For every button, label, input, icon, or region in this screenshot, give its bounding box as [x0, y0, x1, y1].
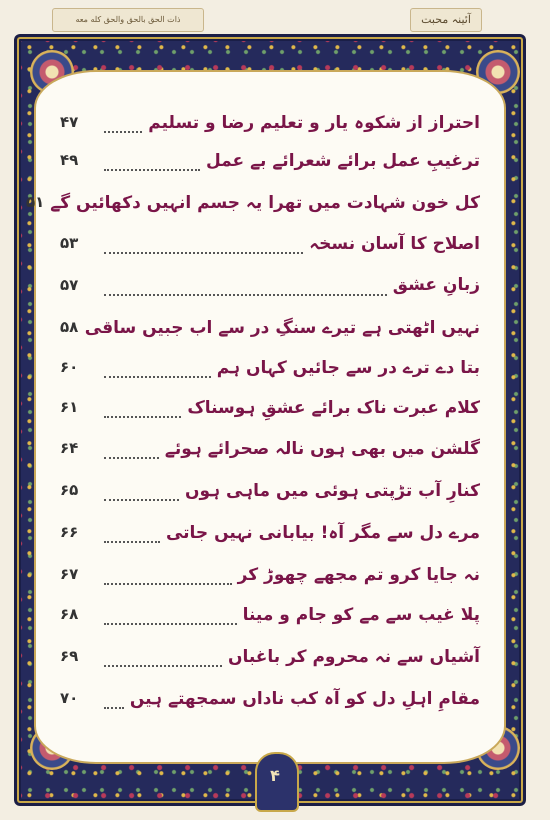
toc-entry-title: گلشن میں بھی ہوں نالہ صحرائے ہوئے	[164, 438, 480, 459]
toc-entry	[60, 393, 480, 421]
leader-dots	[104, 362, 211, 378]
toc-entry	[60, 271, 480, 299]
toc-entry-page: ۵۳	[60, 234, 79, 252]
leader-dots	[104, 609, 237, 625]
toc-entry-title: مقامِ اہلِ دل کو آہ کب ناداں سمجھتے ہیں	[129, 688, 480, 709]
toc-entry-title: کنارِ آب تڑپتی ہوئی میں ماہی ہوں	[184, 480, 480, 501]
leader-dots	[104, 485, 179, 501]
toc-entry-title: بتا دے ترے در سے جائیں کہاں ہم	[216, 357, 480, 378]
toc-entry	[60, 476, 480, 504]
leader-dots	[104, 117, 142, 133]
running-header-book-title: آئینہ محبت	[410, 8, 482, 32]
toc-entry-title: کل خون شہادت میں تھرا یہ جسم انہیں دکھائیں گے	[50, 192, 480, 213]
toc-entry	[60, 434, 480, 462]
toc-entry	[60, 518, 480, 546]
toc-entry	[25, 188, 480, 216]
toc-entry-page: ۶۰	[60, 358, 79, 376]
toc-entry-page: ۵۷	[60, 276, 79, 294]
leader-dots	[104, 569, 232, 585]
leader-dots	[104, 693, 124, 709]
toc-entry-page: ۵۱	[25, 193, 45, 211]
leader-dots	[104, 651, 222, 667]
leader-dots	[104, 238, 303, 254]
toc-entry	[60, 642, 480, 670]
toc-entry-title: نہ جایا کرو تم مجھے چھوڑ کر	[237, 564, 480, 585]
toc-entry-title: پلا غیب سے مے کو جام و مینا	[242, 604, 480, 625]
toc-entry-title: اصلاح کا آسان نسخہ	[309, 233, 480, 254]
toc-entry-page: ۵۸	[60, 318, 79, 336]
toc-entry-page: ۴۹	[60, 151, 79, 169]
toc-entry-title: کلام عبرت ناک برائے عشقِ ہوسناک	[187, 397, 480, 418]
leader-dots	[104, 527, 160, 543]
toc-entry-title: آشیاں سے نہ محروم کر باغباں	[227, 646, 480, 667]
page-number: ۴	[270, 766, 280, 785]
toc-entry-page: ۶۸	[60, 605, 79, 623]
toc-entry	[60, 600, 480, 628]
toc-entry-title: زبانِ عشق	[392, 275, 480, 295]
running-header-left: ذات الحق بالحق والحق كله معه	[52, 8, 204, 32]
toc-entry	[60, 229, 480, 257]
leader-dots	[104, 280, 387, 296]
table-of-contents	[25, 108, 480, 718]
toc-entry-page: ۴۷	[60, 113, 79, 131]
toc-entry-page: ۷۰	[60, 689, 79, 707]
toc-entry	[60, 684, 480, 712]
toc-entry-page: ۶۷	[60, 565, 79, 583]
toc-entry-page: ۶۶	[60, 523, 79, 541]
leader-dots	[104, 443, 159, 459]
toc-entry	[60, 560, 480, 588]
toc-entry	[60, 146, 480, 174]
leader-dots	[104, 155, 200, 171]
toc-entry	[60, 108, 480, 136]
toc-entry-title: مرے دل سے مگر آہ! بیابانی نہیں جاتی	[165, 522, 480, 543]
toc-entry	[60, 313, 480, 341]
toc-entry-title: ترغیبِ عمل برائے شعرائے بے عمل	[205, 150, 480, 171]
toc-entry-page: ۶۹	[60, 647, 79, 665]
toc-entry-page: ۶۴	[60, 439, 79, 457]
toc-entry-page: ۶۵	[60, 481, 79, 499]
toc-entry-title: احتراز از شکوہ یار و تعلیم رضا و تسلیم	[148, 112, 480, 133]
toc-entry	[60, 353, 480, 381]
toc-entry-title: نہیں اٹھتی ہے تیرے سنگِ در سے اب جبیں ساقی	[84, 317, 480, 338]
toc-entry-page: ۶۱	[60, 398, 79, 416]
leader-dots	[104, 402, 181, 418]
